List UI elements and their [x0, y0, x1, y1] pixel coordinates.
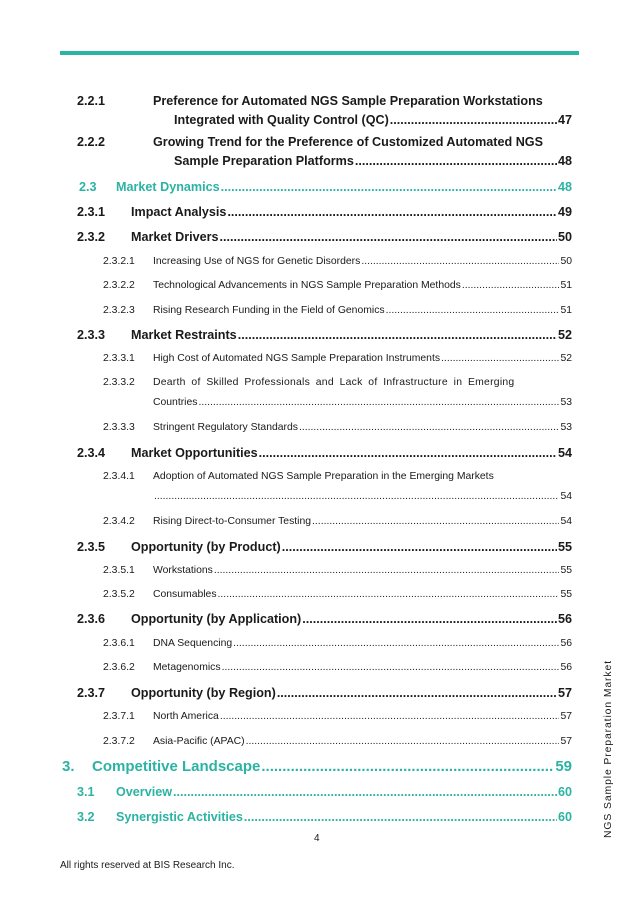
toc-entry-page: 50 [557, 230, 572, 244]
toc-entry-number: 2.3.6.2 [103, 662, 135, 673]
toc-entry[interactable] [103, 377, 572, 408]
toc-entry-page: 48 [557, 180, 572, 194]
toc-entry-title: Impact Analysis [131, 205, 227, 219]
toc-entry-number: 2.3 [79, 180, 97, 194]
toc-entry-number: 2.3.5 [77, 540, 106, 554]
page-number: 4 [314, 833, 320, 844]
toc-entry-page: 47 [557, 113, 572, 127]
toc-entry[interactable] [77, 328, 572, 342]
toc-entry-number: 2.3.3.3 [103, 422, 135, 433]
toc-chapter-entry[interactable] [62, 758, 572, 775]
toc-entry-number: 2.3.5.1 [103, 565, 135, 576]
toc-entry-page: 55 [557, 540, 572, 554]
toc-entry[interactable] [77, 785, 572, 799]
toc-entry-number: 2.3.6.1 [103, 638, 135, 649]
toc-entry-number: 2.2.1 [77, 94, 106, 108]
toc-entry-title: Opportunity (by Application) [131, 612, 302, 626]
toc-entry[interactable] [103, 256, 572, 267]
toc-entry-number: 2.3.7.2 [103, 736, 135, 747]
toc-entry[interactable] [103, 589, 572, 600]
toc-entry-number: 2.3.2.1 [103, 256, 135, 267]
toc-entry-title: Preference for Automated NGS Sample Preparation Workstations [153, 94, 543, 108]
header-rule [60, 51, 579, 55]
toc-entry-number: 2.3.4.1 [103, 471, 135, 482]
toc-entry-number: 2.3.4 [77, 446, 106, 460]
toc-entry-title: Growing Trend for the Preference of Customized Automated NGS [153, 135, 543, 149]
toc-entry-title: Metagenomics [153, 662, 221, 673]
toc-entry[interactable] [103, 471, 572, 502]
toc-entry-title: Dearth of Skilled Professionals and Lack of Infrastructure in Emerging [153, 377, 515, 388]
toc-entry-title: Consumables [153, 589, 217, 600]
toc-entry-number: 3. [62, 758, 75, 775]
toc-entry-title: Rising Direct-to-Consumer Testing [153, 516, 312, 527]
toc-entry-title: Adoption of Automated NGS Sample Preparation in the Emerging Markets [153, 471, 494, 482]
toc-entry[interactable] [103, 516, 572, 527]
toc-entry-title: Asia-Pacific (APAC) [153, 736, 245, 747]
toc-entry[interactable] [77, 686, 572, 700]
toc-entry-page: 52 [560, 353, 572, 364]
toc-entry-page: 54 [560, 516, 572, 527]
toc-entry-number: 2.3.2 [77, 230, 106, 244]
toc-entry-number: 2.3.3 [77, 328, 106, 342]
toc-entry[interactable] [77, 94, 572, 127]
toc-entry[interactable] [77, 446, 572, 460]
toc-entry[interactable] [103, 565, 572, 576]
toc-entry[interactable] [77, 612, 572, 626]
toc-entry-number: 2.2.2 [77, 135, 106, 149]
toc-entry-title: Countries [153, 397, 198, 408]
toc-entry-page: 49 [557, 205, 572, 219]
toc-entry-title: Workstations [153, 565, 213, 576]
toc-entry-page: 55 [560, 589, 572, 600]
toc-entry-page: 57 [560, 711, 572, 722]
toc-entry-page: 53 [560, 422, 572, 433]
toc-entry-title: Opportunity (by Product) [131, 540, 281, 554]
toc-entry-title: Rising Research Funding in the Field of Genomics [153, 305, 385, 316]
toc-entry[interactable] [77, 205, 572, 219]
toc-entry-title: North America [153, 711, 219, 722]
toc-entry-number: 2.3.5.2 [103, 589, 135, 600]
footer-copyright: All rights reserved at BIS Research Inc. [60, 860, 235, 871]
side-running-title: NGS Sample Preparation Market [603, 660, 614, 838]
toc-entry[interactable] [77, 230, 572, 244]
toc-entry[interactable] [77, 135, 572, 168]
toc-entry-title: Stringent Regulatory Standards [153, 422, 298, 433]
toc-entry-number: 2.3.2.3 [103, 305, 135, 316]
toc-entry-number: 2.3.6 [77, 612, 106, 626]
toc-entry-number: 2.3.3.2 [103, 377, 135, 388]
toc-entry-title: Market Drivers [131, 230, 219, 244]
toc-entry-page: 55 [560, 565, 572, 576]
toc-entry-title: DNA Sequencing [153, 638, 233, 649]
toc-entry-page: 54 [557, 446, 572, 460]
toc-entry-title: Opportunity (by Region) [131, 686, 276, 700]
toc-entry-page: 52 [557, 328, 572, 342]
toc-entry-page: 57 [560, 736, 572, 747]
toc-entry-title: Overview [116, 785, 173, 799]
toc-entry[interactable] [103, 662, 572, 673]
toc-entry[interactable] [103, 422, 572, 433]
toc-entry-page: 60 [557, 785, 572, 799]
toc-entry[interactable] [79, 180, 572, 194]
toc-entry-title: Technological Advancements in NGS Sample Preparation Methods [153, 280, 461, 291]
toc-entry-title: Competitive Landscape [92, 758, 261, 775]
toc-entry[interactable] [103, 305, 572, 316]
toc-entry-title: Market Restraints [131, 328, 237, 342]
toc-entry-number: 2.3.4.2 [103, 516, 135, 527]
toc-entry-page: 56 [557, 612, 572, 626]
toc-entry-page: 51 [560, 305, 572, 316]
toc-entry-page: 50 [560, 256, 572, 267]
toc-entry-number: 3.1 [77, 785, 95, 799]
toc-entry[interactable] [103, 736, 572, 747]
toc-entry-number: 2.3.1 [77, 205, 106, 219]
toc-entry-page: 56 [560, 638, 572, 649]
toc-entry-title: Integrated with Quality Control (QC) [174, 113, 389, 127]
toc-entry-number: 2.3.2.2 [103, 280, 135, 291]
toc-entry-page: 60 [557, 810, 572, 824]
toc-entry[interactable] [77, 810, 572, 824]
toc-entry-number: 2.3.3.1 [103, 353, 135, 364]
toc-entry[interactable] [103, 638, 572, 649]
toc-entry[interactable] [103, 280, 572, 291]
toc-entry-page: 56 [560, 662, 572, 673]
toc-entry-number: 2.3.7 [77, 686, 106, 700]
toc-entry[interactable] [103, 711, 572, 722]
toc-entry-page: 51 [560, 280, 572, 291]
toc-entry-page: 59 [555, 758, 572, 775]
toc-entry-title: Synergistic Activities [116, 810, 243, 824]
toc-entry-title: Market Dynamics [116, 180, 220, 194]
toc-entry-page: 54 [560, 491, 572, 502]
toc-entry-title: Market Opportunities [131, 446, 258, 460]
toc-entry-title: Sample Preparation Platforms [174, 154, 354, 168]
toc-entry-page: 53 [560, 397, 572, 408]
toc-entry-title: High Cost of Automated NGS Sample Preparation Instruments [153, 353, 441, 364]
toc-entry-title: Increasing Use of NGS for Genetic Disorders [153, 256, 361, 267]
toc-entry-number: 3.2 [77, 810, 95, 824]
toc-entry[interactable] [103, 353, 572, 364]
toc-entry-page: 48 [557, 154, 572, 168]
toc-entry-number: 2.3.7.1 [103, 711, 135, 722]
toc-entry-page: 57 [557, 686, 572, 700]
toc-entry[interactable] [77, 540, 572, 554]
